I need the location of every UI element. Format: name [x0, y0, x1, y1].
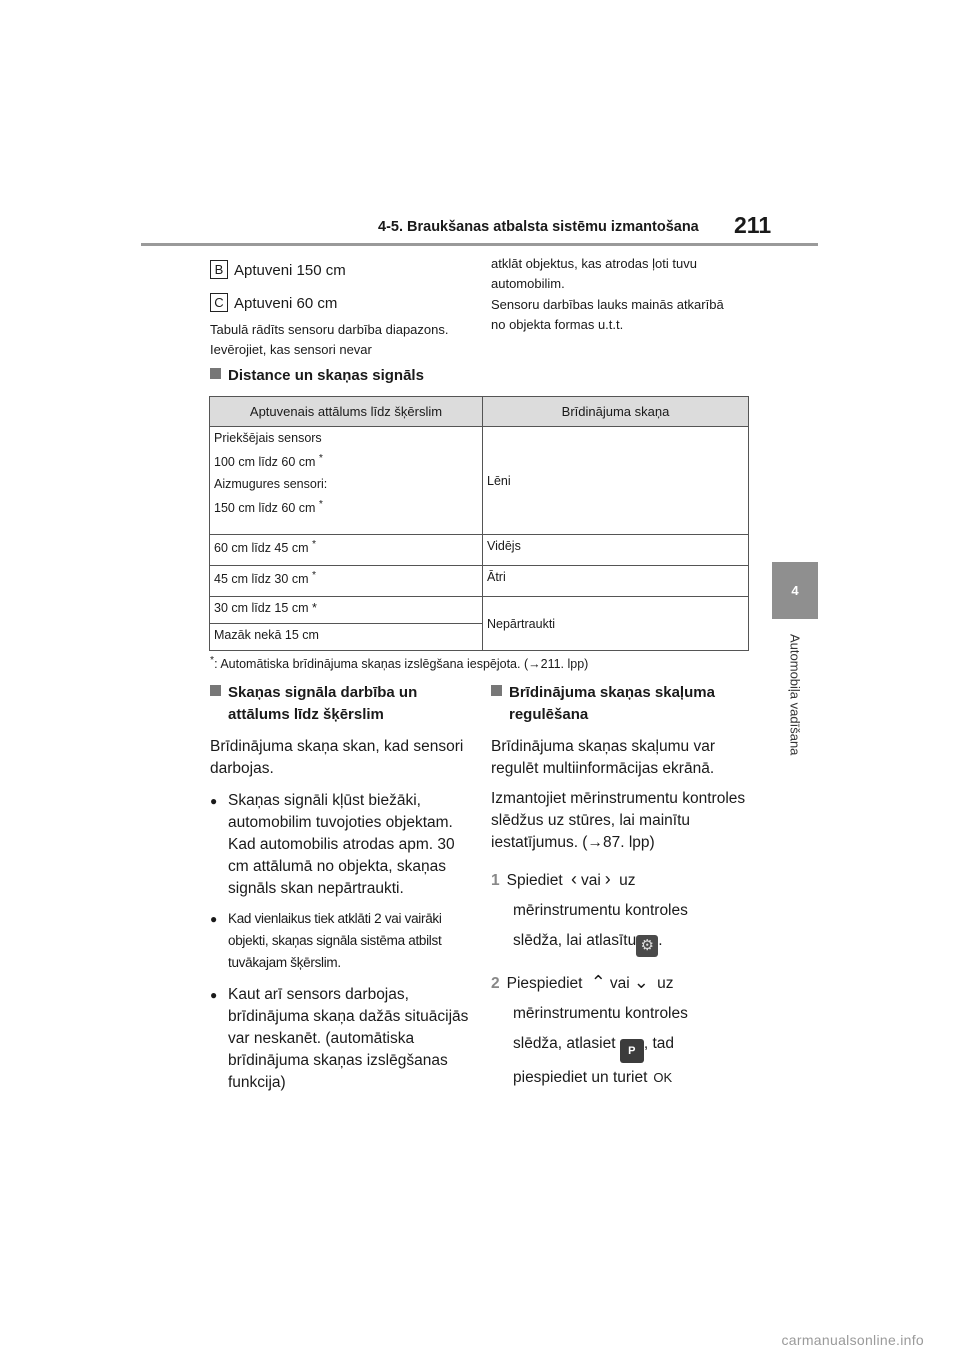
signal-bullet-1: ● Skaņas signāli kļūst biežāki, automobilim tuvojoties objektam. Kad automobilis atrodas apm. 30 cm attālumā no objekta, skaņas signāls skan nepārtraukti.	[210, 790, 470, 900]
table-header-sound: Brīdinājuma skaņa	[483, 397, 749, 427]
item-b-text: Aptuveni 150 cm	[234, 262, 346, 279]
table-row	[210, 566, 749, 597]
watermark: carmanualsonline.info	[781, 1332, 924, 1348]
step-2-number: 2	[491, 975, 500, 992]
rear-sensor-range: 150 cm līdz 60 cm *	[214, 499, 323, 516]
table-cell-range: 45 cm līdz 30 cm *	[210, 566, 483, 597]
header-rule	[141, 243, 818, 246]
letter-c-label: C	[210, 293, 228, 312]
table-header-row	[210, 397, 749, 427]
signal-bullet-2: ● Kad vienlaikus tiek atklāti 2 vai vairāki objekti, skaņas signāla sistēma atbilst tuvākajam šķērslim.	[210, 908, 470, 974]
signal-bullet-3: ● Kaut arī sensors darbojas, brīdinājuma skaņa dažās situācijās var neskanēt. (automātiska brīdinājuma skaņas izslēgšanas funkcija)	[210, 984, 470, 1094]
volume-para-2: Izmantojiet mērinstrumentu kontroles slēdžus uz stūres, lai mainītu iestatījumus. (→87. lpp)	[491, 790, 746, 851]
intro-paragraph: Tabulā rādīts sensoru darbība diapazons. Ievērojiet, kas sensori nevar	[210, 322, 449, 357]
page-number: 211	[734, 212, 772, 238]
table-row	[210, 535, 749, 566]
signal-heading: Skaņas signāla darbība un attālums līdz šķērslim	[210, 682, 470, 726]
front-sensor-range: 100 cm līdz 60 cm *	[214, 453, 323, 470]
item-c	[210, 293, 337, 312]
chevron-right-icon: ›	[604, 869, 611, 889]
volume-para-1: Brīdinājuma skaņas skaļumu var regulēt multiinformācijas ekrānā.	[491, 738, 715, 777]
item-c-text: Aptuveni 60 cm	[234, 295, 338, 312]
front-sensor-label: Priekšējais sensors	[214, 431, 322, 445]
ok-button-label: OK	[653, 1070, 673, 1085]
step-1: 1 Spiediet ‹ vai › uz mērinstrumentu kontroles slēdža, lai atlasītu ⚙ .	[491, 866, 751, 957]
item-b	[210, 260, 346, 279]
signal-section	[210, 682, 470, 1094]
table-header-distance: Aptuvenais attālums līdz šķērslim	[210, 397, 483, 427]
chevron-down-icon: ⌄	[633, 972, 649, 992]
section-title: 4-5. Braukšanas atbalsta sistēmu izmantošana	[378, 219, 699, 235]
distance-heading-text: Distance un skaņas signāls	[228, 367, 424, 384]
chapter-label-text: Automobiļa vadīšana	[787, 634, 803, 756]
heading-square-icon	[210, 368, 221, 379]
step-1-number: 1	[491, 872, 500, 889]
chapter-label	[785, 634, 805, 784]
table-row	[210, 597, 749, 624]
step-2: 2 Piespiediet ⌃ vai ⌄ uz mērinstrumentu kontroles slēdža, atlasiet P , tad piespiediet un turiet OK	[491, 972, 688, 1086]
table-cell-range	[210, 427, 483, 535]
heading-square-icon	[210, 685, 221, 696]
volume-heading: Brīdinājuma skaņas skaļuma regulēšana	[491, 682, 751, 726]
rear-sensor-label: Aizmugures sensori:	[214, 477, 328, 492]
parking-sensor-icon: P	[620, 1039, 644, 1063]
table-footnote: *: Automātiska brīdinājuma skaņas izslēgšana iespējota. (→211. lpp)	[210, 655, 589, 672]
table-cell-range: 60 cm līdz 45 cm *	[210, 535, 483, 566]
table-cell-sound: Lēni	[483, 427, 749, 535]
signal-intro: Brīdinājuma skaņa skan, kad sensori darbojas.	[210, 738, 464, 777]
table-cell-sound: Ātri	[483, 566, 749, 597]
table-cell-range: 30 cm līdz 15 cm *	[210, 597, 483, 624]
letter-b-label: B	[210, 260, 228, 279]
chevron-up-icon: ⌃	[590, 972, 606, 992]
heading-square-icon	[491, 685, 502, 696]
gear-icon: ⚙	[636, 935, 658, 957]
chevron-left-icon: ‹	[570, 869, 577, 889]
intro-right-2: Sensoru darbības lauks mainās atkarībā no objekta formas u.t.t.	[491, 297, 724, 332]
table-cell-range: Mazāk nekā 15 cm	[210, 624, 483, 651]
table-row	[210, 427, 749, 535]
table-cell-sound: Vidējs	[483, 535, 749, 566]
table-cell-sound: Nepārtraukti	[483, 597, 749, 651]
chapter-tab: 4	[772, 562, 818, 619]
volume-section	[491, 682, 751, 1093]
distance-heading	[210, 365, 424, 387]
distance-table	[209, 396, 749, 651]
intro-right-1: atklāt objektus, kas atrodas ļoti tuvu automobilim.	[491, 256, 697, 291]
